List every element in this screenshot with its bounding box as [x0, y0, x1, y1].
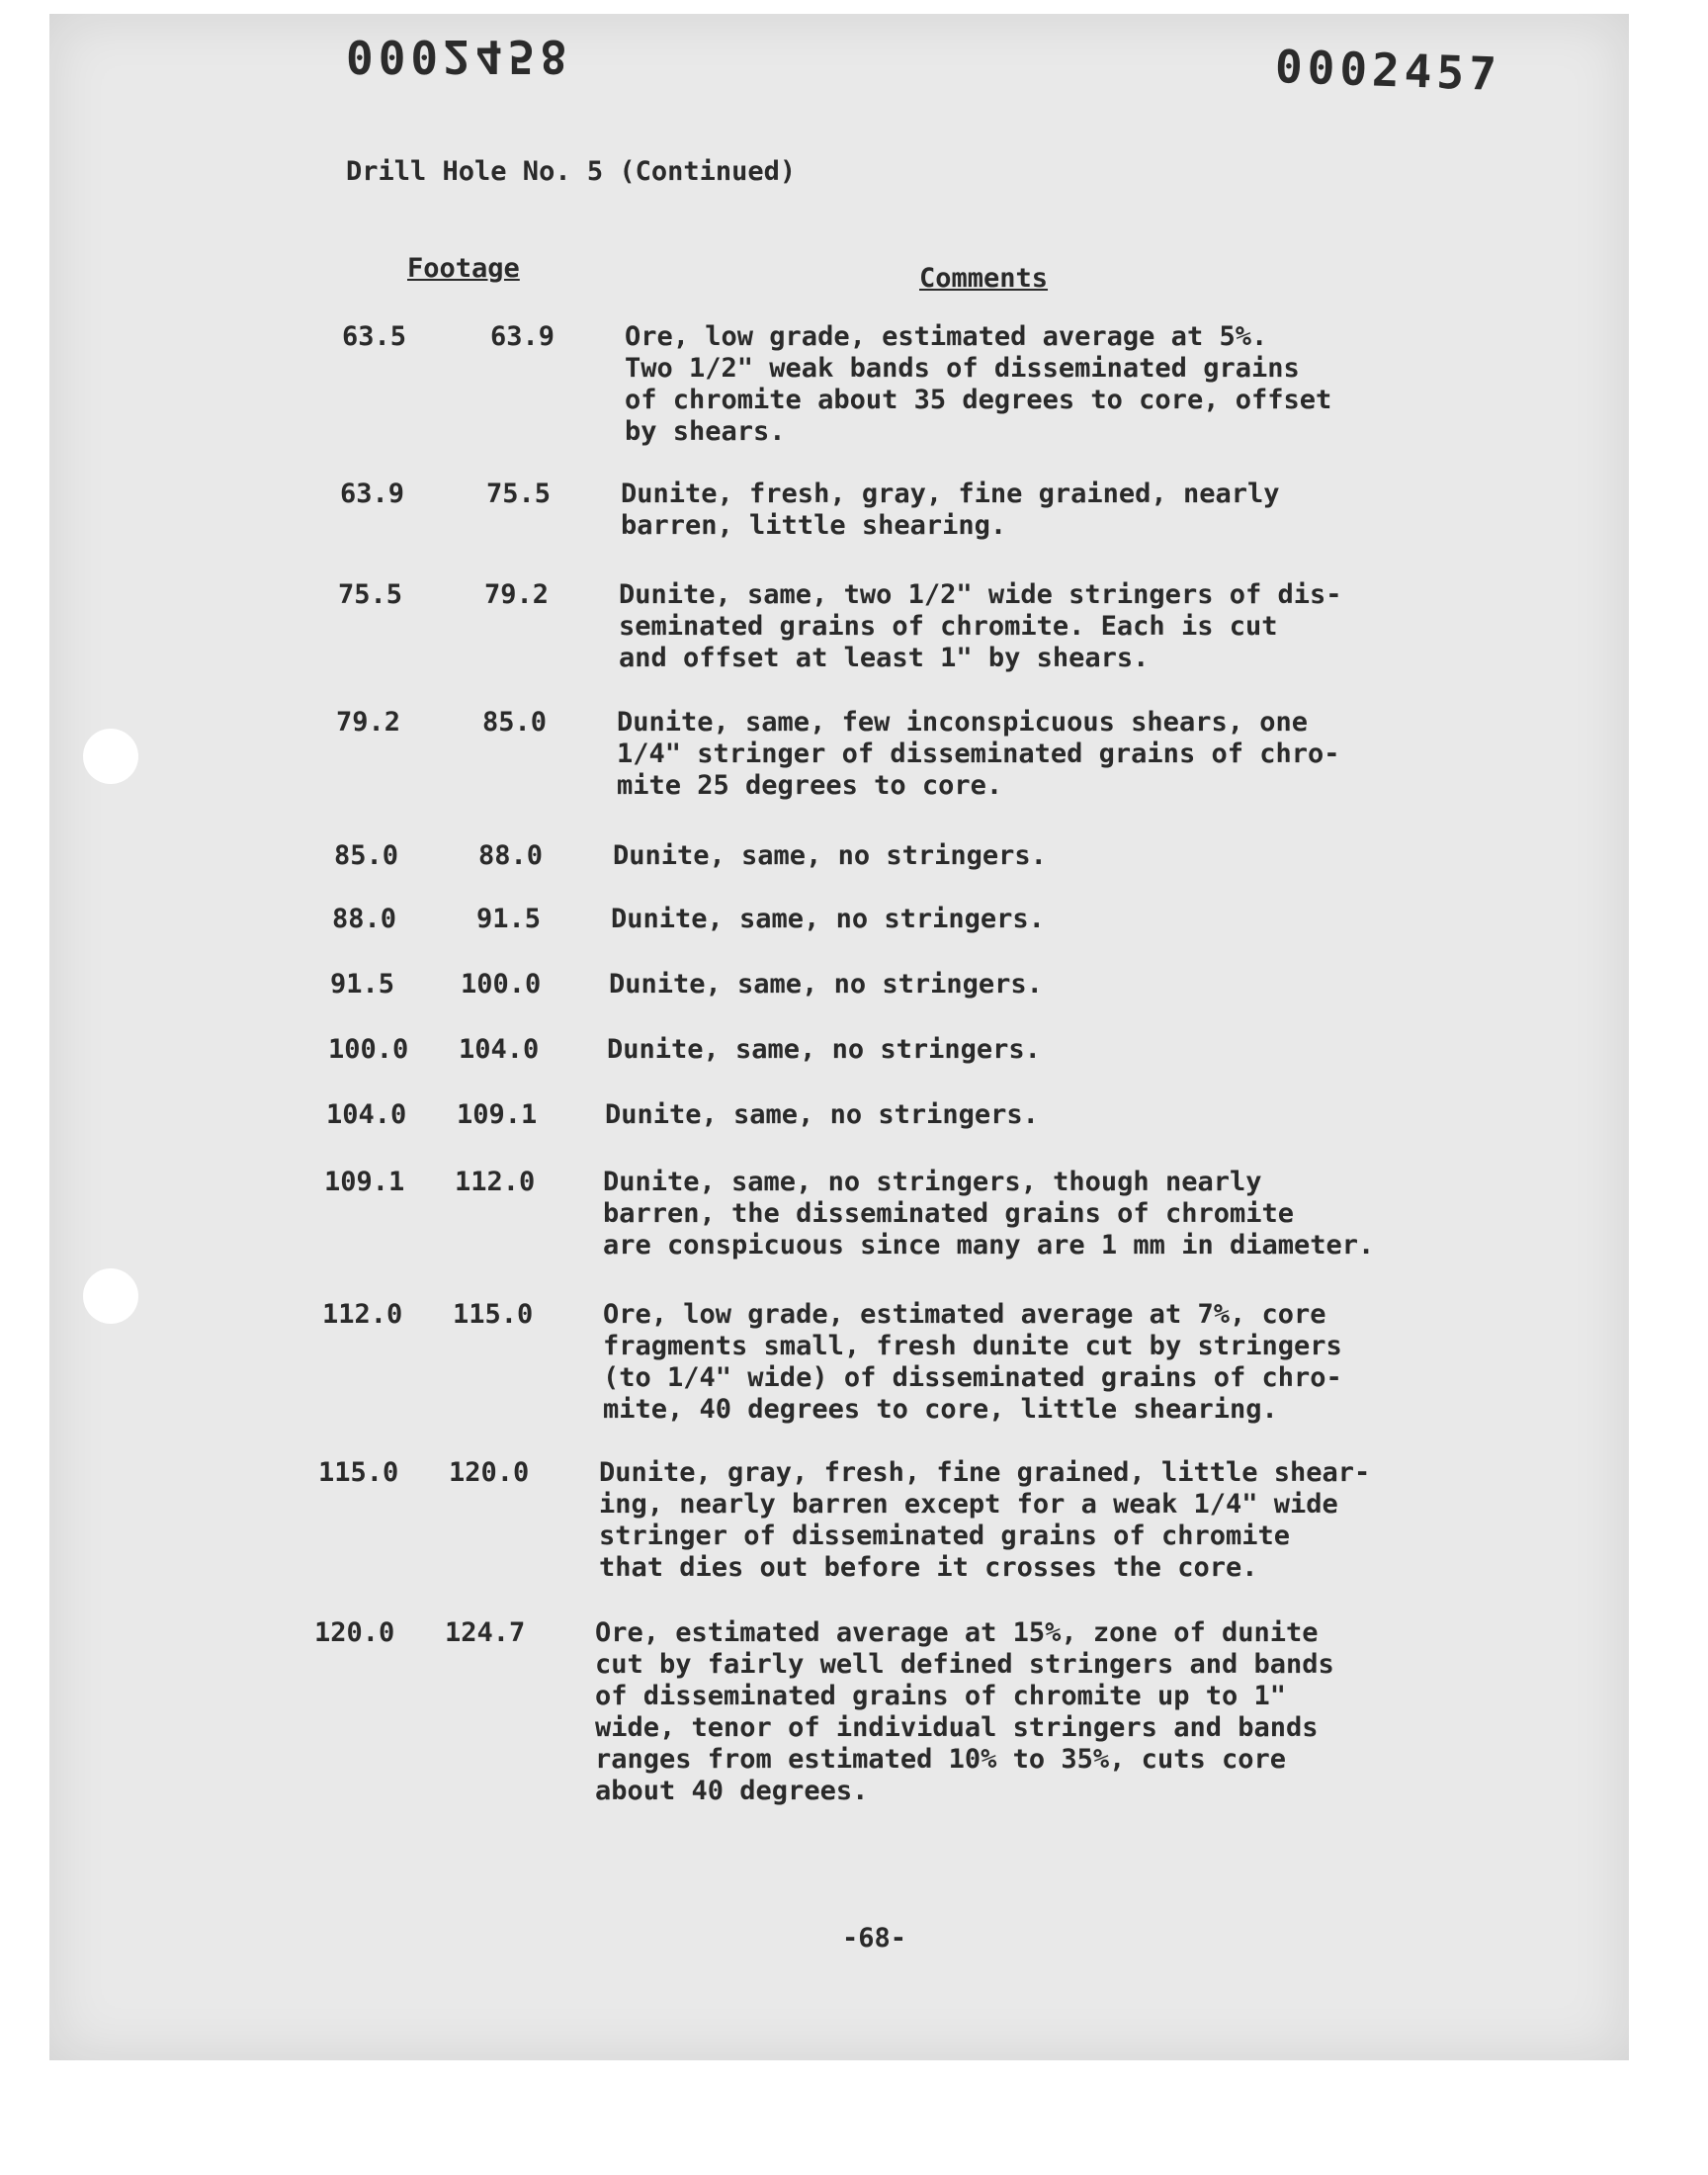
footage-header: Footage	[407, 253, 520, 284]
footage-to: 115.0	[453, 1299, 534, 1330]
footage-from: 63.9	[340, 478, 405, 509]
footage-from: 109.1	[324, 1167, 405, 1197]
footage-from: 85.0	[334, 840, 399, 871]
comment-text: Dunite, gray, fresh, fine grained, little shear- ing, nearly barren except for a weak 1/4" wide stringer of disseminated grains of chromite that dies out before it crosses the core.	[599, 1457, 1371, 1583]
footage-to: 91.5	[476, 904, 542, 934]
comment-text: Dunite, same, few inconspicuous shears, one 1/4" stringer of disseminated grains of chro- mite 25 degrees to core.	[617, 707, 1340, 801]
footage-to: 124.7	[445, 1617, 526, 1648]
comment-text: Dunite, same, two 1/2" wide stringers of dis- seminated grains of chromite. Each is cut and offset at least 1" by shears.	[619, 579, 1342, 673]
footage-from: 91.5	[330, 969, 395, 1000]
footage-from: 120.0	[314, 1617, 395, 1648]
footage-to: 79.2	[484, 579, 550, 610]
footage-from: 63.5	[342, 321, 407, 352]
footage-to: 104.0	[459, 1034, 540, 1065]
footage-from: 112.0	[322, 1299, 403, 1330]
footage-from: 100.0	[328, 1034, 409, 1065]
page-title: Drill Hole No. 5 (Continued)	[346, 156, 797, 187]
comment-text: Dunite, same, no stringers.	[605, 1099, 1039, 1130]
footage-from: 115.0	[318, 1457, 399, 1488]
footage-from: 75.5	[338, 579, 403, 610]
footage-to: 88.0	[478, 840, 544, 871]
footage-to: 100.0	[461, 969, 542, 1000]
footage-to: 120.0	[449, 1457, 530, 1488]
comment-text: Dunite, same, no stringers.	[611, 904, 1045, 934]
punch-hole-upper	[83, 729, 138, 784]
comment-text: Ore, estimated average at 15%, zone of dunite cut by fairly well defined stringers and bands of disseminated grains of chromite up to 1" wide, tenor of individual stringers and bands ranges from estimated 10% to 35%, cuts core about 40 degrees.	[595, 1617, 1334, 1806]
stamp-number-right: 0002457	[1274, 40, 1502, 101]
footage-to: 109.1	[457, 1099, 538, 1130]
comment-text: Ore, low grade, estimated average at 7%, core fragments small, fresh dunite cut by stringers (to 1/4" wide) of disseminated grains of chro- mite, 40 degrees to core, little shearing.	[603, 1299, 1342, 1425]
footage-from: 79.2	[336, 707, 401, 738]
comment-text: Dunite, same, no stringers.	[613, 840, 1047, 871]
comment-text: Dunite, same, no stringers.	[609, 969, 1043, 1000]
footage-to: 63.9	[490, 321, 555, 352]
comments-header: Comments	[919, 263, 1049, 294]
footage-to: 75.5	[486, 478, 552, 509]
page-number: -68-	[842, 1923, 907, 1954]
stamp-number-left: 0002458	[346, 30, 572, 83]
punch-hole-lower	[83, 1268, 138, 1324]
comment-text: Dunite, same, no stringers, though nearly barren, the disseminated grains of chromite are conspicuous since many are 1 mm in diameter.	[603, 1167, 1375, 1261]
footage-from: 104.0	[326, 1099, 407, 1130]
footage-to: 112.0	[455, 1167, 536, 1197]
comment-text: Dunite, fresh, gray, fine grained, nearly barren, little shearing.	[621, 478, 1280, 541]
footage-from: 88.0	[332, 904, 397, 934]
comment-text: Ore, low grade, estimated average at 5%. Two 1/2" weak bands of disseminated grains of chromite about 35 degrees to core, offset by shears.	[625, 321, 1332, 447]
footage-to: 85.0	[482, 707, 548, 738]
comment-text: Dunite, same, no stringers.	[607, 1034, 1041, 1065]
